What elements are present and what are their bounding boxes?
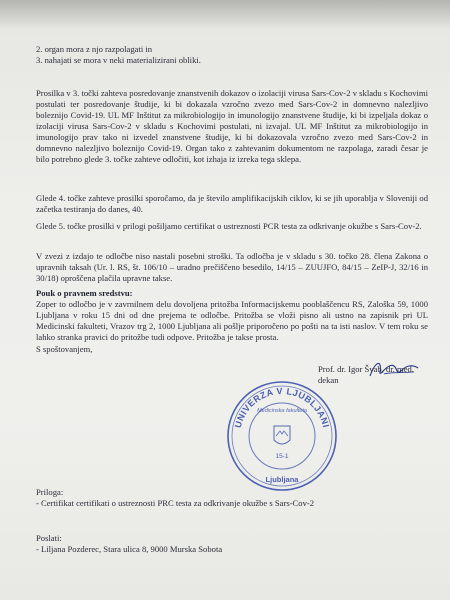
paragraph-point-5 [36,221,428,232]
stamp-ring-text: UNIVERZA V LJUBLJANI [232,385,332,429]
signatory-title: dekan [318,375,339,385]
university-stamp [224,378,340,494]
paragraph-point-4-text: Glede 4. točke zahteve prosilki sporočamo, da je število amplifikacijskih ciklov, ki se jih uporablja v Sloveniji od začetka testiranja do danes, 40. [36,193,428,214]
attachments-block [36,487,428,509]
recipients-label: Poslati: [36,533,62,543]
stamp-inner-text: Medicinska fakulteta [257,408,307,414]
signatory-name: Prof. dr. Igor Švab, dr. med. [318,364,414,374]
paragraph-fees [36,251,428,284]
attachments-item: - Certifikat certifikati o ustreznosti PRC testa za odkrivanje okužbe s Sars-Cov-2 [36,498,315,508]
paragraph-point-3 [36,88,428,165]
condition-3: 3. nahajati se mora v neki materializirani obliki. [36,55,201,65]
paragraph-point-5-text: Glede 5. točke prosilki v prilogi pošiljamo certifikat o ustreznosti PCR testa za odkrivanje okužbe s Sars-Cov-2. [36,221,422,231]
paragraph-fees-text: V zvezi z izdajo te odločbe niso nastali posebni stroški. Ta odločba je v skladu s 30. točko 28. člena Zakona o upravnih taksah (Ur. l. RS, št. 106/10 – uradno prečiščeno besedilo, 14/15 – ZUUJFO, 84/15 – ZeIP-J, 32/16 in 30/18) oproščena plačila upravne takse. [36,251,428,283]
legal-remedy-heading: Pouk o pravnem sredstvu: [36,288,133,298]
recipients-item: - Liljana Pozderec, Stara ulica 8, 9000 Murska Sobota [36,544,223,554]
conditions-list [36,44,428,66]
stamp-city: Ljubljana [265,475,299,484]
legal-remedy-text: Zoper to odločbo je v zavrnilnem delu dovoljena pritožba Informacijskemu pooblaščencu RS, Zaloška 59, 1000 Ljubljana v roku 15 dni od dne prejema te odločbe. Pritožba se vloži pisno ali ustno na zapisnik pri UL Medicinski fakulteti, Vrazov trg 2, 1000 Ljubljana ali pošlje priporočeno po pošti na ta isti naslov. V tem roku se lahko stranka pravici do pritožbe tudi odpove. Pritožba je takse prosta. [36,299,428,342]
greeting: S spoštovanjem, [36,344,93,354]
paragraph-point-3-text: Prosilka v 3. točki zahteva posredovanje znanstvenih dokazov o izolaciji virusa Sars-Cov-2 v skladu s Kochovimi postulati ter posredovanje študije, ki bi dokazala vzročno zvezo med Sars-Cov-2 in domnevno nalezljivo boleznijo Covid-19. UL MF Inštitut za mikrobiologijo in imunologijo znanstvene študije, ki bi izpeljala dokaz o izolaciji virusa Sars-Cov-2 v skladu s Kochovimi postulati, ni izvajal. UL MF Inštitut za mikrobiologijo in imunologijo prav tako ni izvedel znanstvene študije, ki bi dokazovala vzročno zvezo med Sars-Cov-2 in domnevno nalezljivo boleznijo Covid-19. Organ tako z zahtevanim dokumentom ne razpolaga, zaradi česar je bilo potrebno glede 3. točke zahteve odločiti, kot izhaja iz izreka tega sklepa. [36,88,428,164]
condition-2: 2. organ mora z njo razpolagati in [36,44,153,54]
attachments-label: Priloga: [36,487,64,497]
recipients-block [36,533,428,555]
legal-remedy-paragraph [36,299,428,343]
stamp-number: 15-1 [275,453,289,460]
page-shadow [0,0,450,30]
paragraph-point-4 [36,193,428,215]
